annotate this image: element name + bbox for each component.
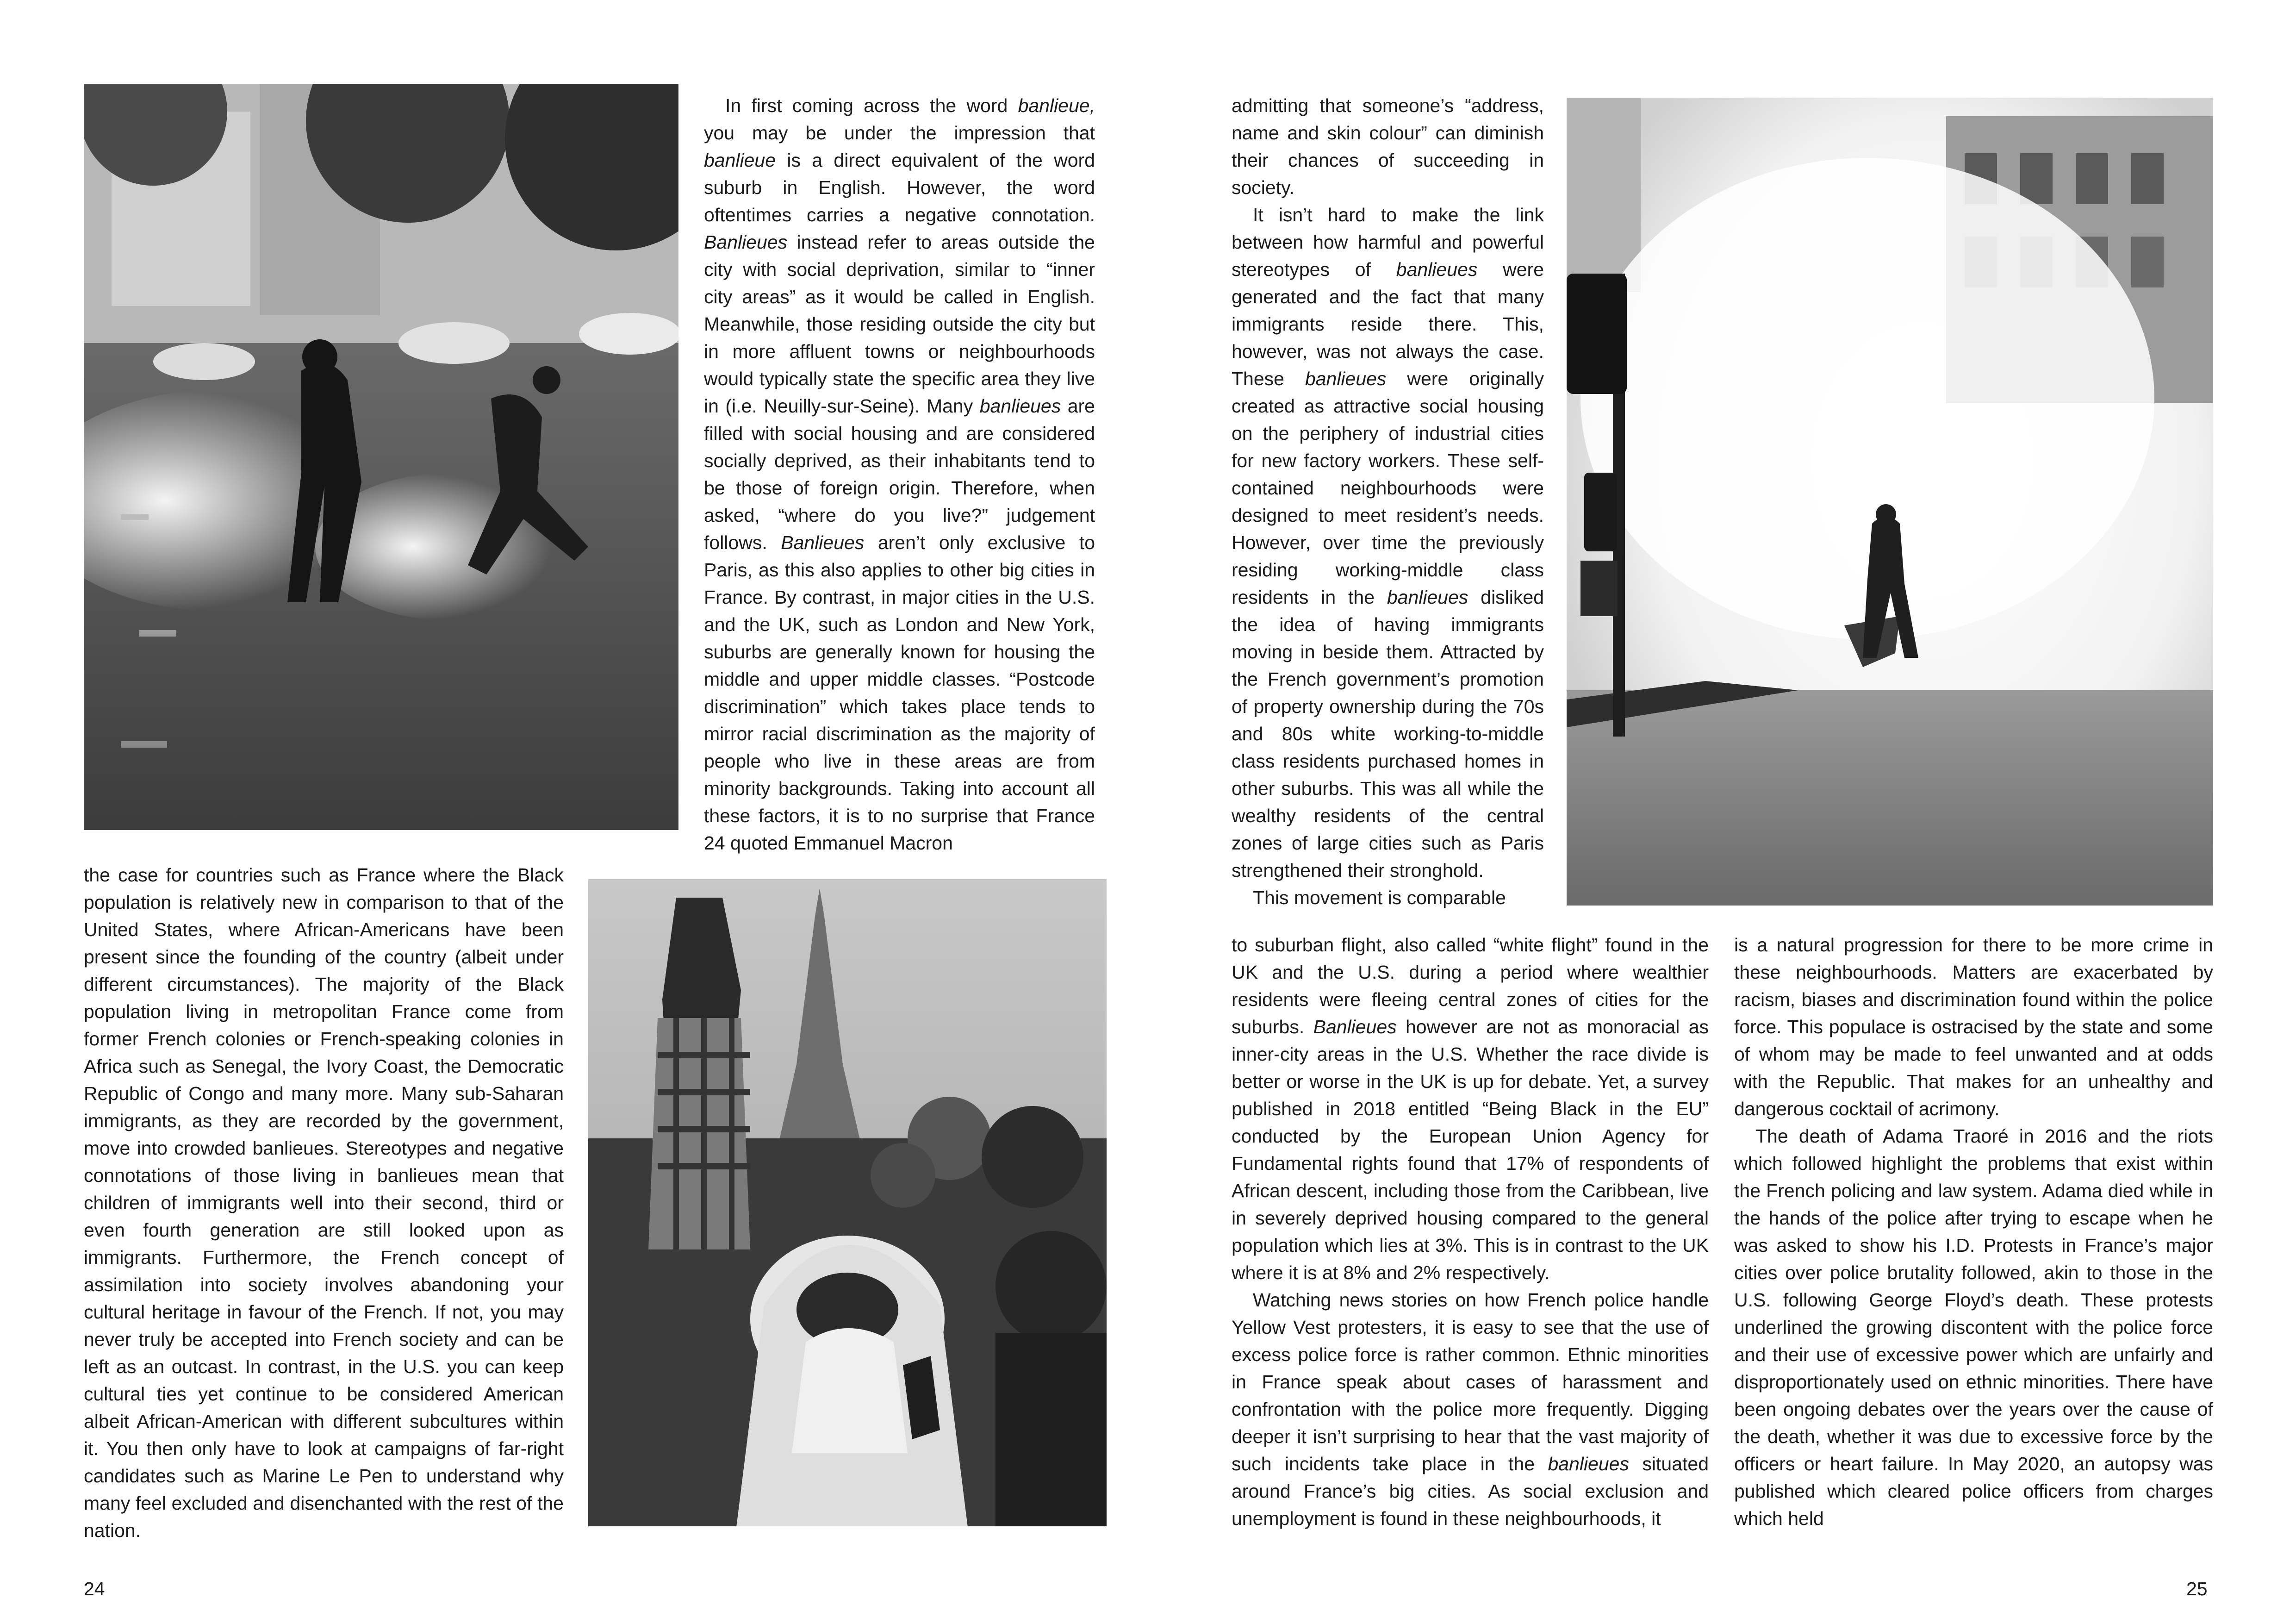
text-column-e bbox=[1734, 931, 2213, 1532]
paragraph: The death of Adama Traoré in 2016 and the riots which followed highlight the problems that exist within the French policing and law system. Adama died while in the hands of the police after trying to escape when he was asked to show his I.D. Protests in France’s major cities over police brutality followed, akin to those in the U.S. following George Floyd’s death. These protests underlined the growing discontent with the police force and their use of excessive power which are unfairly and disproportionately used on ethnic minorities. There have been ongoing debates over the years over the cause of the death, whether it was due to excessive force by the officers or heart failure. In May 2020, an autopsy was published which cleared police officers from charges which held bbox=[1734, 1125, 2213, 1529]
paragraph: to suburban flight, also called “white flight” found in the UK and the U.S. during a period where wealthier residents were fleeing central zones of cities for the suburbs. Banlieues however are not as monoracial as inner-city areas in the U.S. Whether the race divide is better or worse in the UK is up for debate. Yet, a survey published in 2018 entitled “Being Black in the EU” conducted by the European Union Agency for Fundamental rights found that 17% of respondents of African descent, including those from the Caribbean, live in severely deprived housing compared to the general population which lies at 3%. This is in contrast to the UK where it is at 8% and 2% respectively. bbox=[1232, 934, 1709, 1283]
paragraph: Watching news stories on how French police handle Yellow Vest protesters, it is easy to see that the use of excess police force is rather common. Ethnic minorities in France speak about cases of harassment and confrontation with the police more frequently. Digging deeper it isn’t surprising to hear that the vast majority of such incidents take place in the banlieues situated around France’s big cities. As social exclusion and unemployment is found in these neighbourhoods, it bbox=[1232, 1289, 1709, 1529]
text-column-d bbox=[1232, 931, 1709, 1532]
paragraph: This movement is comparable bbox=[1253, 887, 1506, 908]
text-column-b bbox=[84, 862, 564, 1544]
paragraph: It isn’t hard to make the link between how harmful and powerful stereotypes of banlieues were generated and the fact that many immigrants reside there. This, however, was not always the case. These banlieues were originally created as attractive social housing on the periphery of industrial cities for new factory workers. These self-contained neighbourhoods were designed to meet resident’s needs. However, over time the previously residing working-middle class residents in the banlieues disliked the idea of having immigrants moving in beside them. Attracted by the French government’s promotion of property ownership during the 70s and 80s white working-to-middle class residents purchased homes in other suburbs. This was all while the wealthy residents of the central zones of large cities such as Paris strengthened their stronghold. bbox=[1232, 204, 1544, 881]
photo-tear-gas-traffic-light bbox=[1567, 98, 2213, 906]
paragraph: is a natural progression for there to be more crime in these neighbourhoods. Matters are exacerbated by racism, biases and discrimination found within the police force. This populace is ostracised by the state and some of whom may be made to feel unwanted and at odds with the Republic. That makes for an unhealthy and dangerous cocktail of acrimony. bbox=[1734, 934, 2213, 1119]
text-column-a bbox=[704, 92, 1095, 857]
paragraph: In first coming across the word banlieue, you may be under the impression that banlieue is a direct equivalent of the word suburb in English. However, the word oftentimes carries a negative connotation. Banlieues instead refer to areas outside the city with social deprivation, similar to “inner city areas” as it would be called in English. Meanwhile, those residing outside the city but in more affluent towns or neighbourhoods would typically state the specific area they live in (i.e. Neuilly-sur-Seine). Many banlieues are filled with social housing and are considered socially deprived, as their inhabitants tend to be those of foreign origin. Therefore, when asked, “where do you live?” judgement follows. Banlieues aren’t only exclusive to Paris, as this also applies to other big cities in France. By contrast, in major cities in the U.S. and the UK, such as London and New York, suburbs are generally known for housing the middle and upper middle classes. “Postcode discrimination” which takes place tends to mirror racial discrimination as the majority of people who live in these areas are from minority backgrounds. Taking into account all these factors, it is to no surprise that France 24 quoted Emmanuel Macron bbox=[704, 95, 1095, 854]
page-number-right: 25 bbox=[2186, 1578, 2208, 1599]
photo-protest-eiffel-tower bbox=[588, 879, 1107, 1526]
paragraph: admitting that someone’s “address, name and skin colour” can diminish their chances of succeeding in society. bbox=[1232, 95, 1544, 198]
paragraph: the case for countries such as France where the Black population is relatively new in comparison to that of the United States, where African-Americans have been present since the founding of the country (albeit under different circumstances). The majority of the Black population living in metropolitan France come from former French colonies or French-speaking colonies in Africa such as Senegal, the Ivory Coast, the Democratic Republic of Congo and many more. Many sub-Saharan immigrants, as they are recorded by the government, move into crowded banlieues. Stereotypes and negative connotations of those living in banlieues mean that children of immigrants well into their second, third or even fourth generation are still looked upon as immigrants. Furthermore, the French concept of assimilation into society involves abandoning your cultural heritage in favour of the French. If not, you may never truly be accepted into French society and can be left as an outcast. In contrast, in the U.S. you can keep cultural ties yet continue to be considered American albeit African-American with different subcultures within it. You then only have to look at campaigns of far-right candidates such as Marine Le Pen to understand why many feel excluded and disenchanted with the rest of the nation. bbox=[84, 864, 564, 1541]
photo-street-tear-gas bbox=[84, 84, 678, 830]
text-column-c bbox=[1232, 92, 1544, 912]
page-number-left: 24 bbox=[84, 1578, 105, 1599]
